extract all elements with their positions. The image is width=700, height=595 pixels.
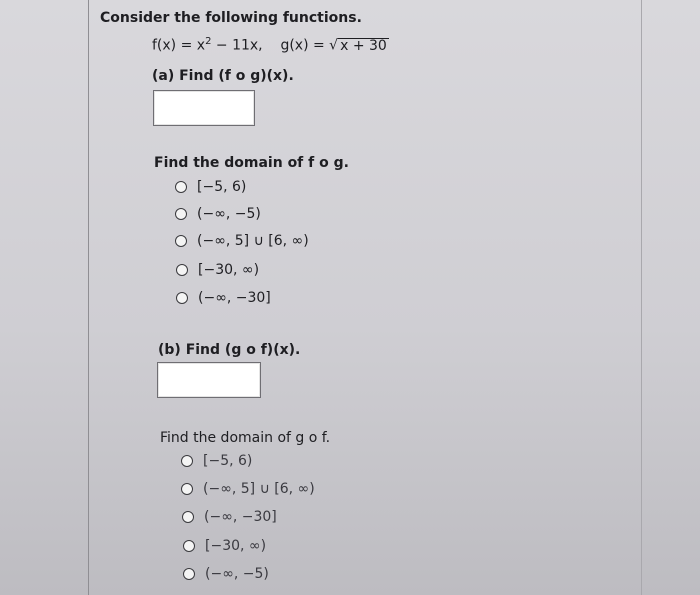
part-b-answer-input[interactable] [157, 362, 261, 398]
part-b-option-1[interactable] [181, 453, 252, 469]
option-label: [−30, ∞) [198, 262, 260, 278]
radio-circle-icon[interactable] [183, 568, 195, 580]
radio-circle-icon[interactable] [182, 511, 194, 523]
part-b-prompt: (b) Find (g o f)(x). [158, 342, 301, 358]
part-b-option-2[interactable] [181, 481, 315, 497]
radio-circle-icon[interactable] [175, 208, 187, 220]
option-label: (−∞, −30] [198, 290, 271, 306]
radio-circle-icon[interactable] [183, 540, 195, 552]
radio-circle-icon[interactable] [176, 264, 188, 276]
option-label: (−∞, 5] ∪ [6, ∞) [197, 233, 309, 249]
option-label: (−∞, −5) [205, 566, 269, 582]
radical-sign: √ [329, 37, 339, 54]
option-label: [−30, ∞) [205, 538, 267, 554]
radio-circle-icon[interactable] [176, 292, 188, 304]
radio-circle-icon[interactable] [181, 455, 193, 467]
part-b-option-3[interactable] [182, 509, 277, 525]
part-a-option-5[interactable] [176, 290, 271, 306]
function-definitions [152, 36, 389, 54]
part-a-option-3[interactable] [175, 233, 309, 249]
f-exponent: 2 [205, 36, 212, 47]
g-definition: g(x) = [280, 37, 330, 54]
part-a-option-1[interactable] [175, 179, 246, 195]
question-intro: Consider the following functions. [100, 10, 362, 26]
part-b-domain-prompt: Find the domain of g o f. [160, 430, 331, 446]
f-definition-rest: − 11x, [211, 37, 263, 54]
part-a-domain-prompt: Find the domain of f o g. [154, 155, 349, 171]
f-definition: f(x) = x [152, 37, 206, 54]
part-a-answer-input[interactable] [153, 90, 255, 126]
option-label: (−∞, 5] ∪ [6, ∞) [203, 481, 315, 497]
radio-circle-icon[interactable] [175, 235, 187, 247]
part-a-option-2[interactable] [175, 206, 261, 222]
part-a-option-4[interactable] [176, 262, 259, 278]
option-label: [−5, 6) [203, 453, 253, 469]
option-label: (−∞, −30] [204, 509, 277, 525]
radio-circle-icon[interactable] [181, 483, 193, 495]
frame-divider-left [88, 0, 89, 595]
frame-divider-right [641, 0, 642, 595]
option-label: (−∞, −5) [197, 206, 261, 222]
part-b-option-4[interactable] [183, 538, 266, 554]
radio-circle-icon[interactable] [175, 181, 187, 193]
option-label: [−5, 6) [197, 179, 247, 195]
part-b-option-5[interactable] [183, 566, 269, 582]
part-a-prompt: (a) Find (f o g)(x). [152, 68, 294, 84]
g-radicand: x + 30 [340, 37, 387, 54]
